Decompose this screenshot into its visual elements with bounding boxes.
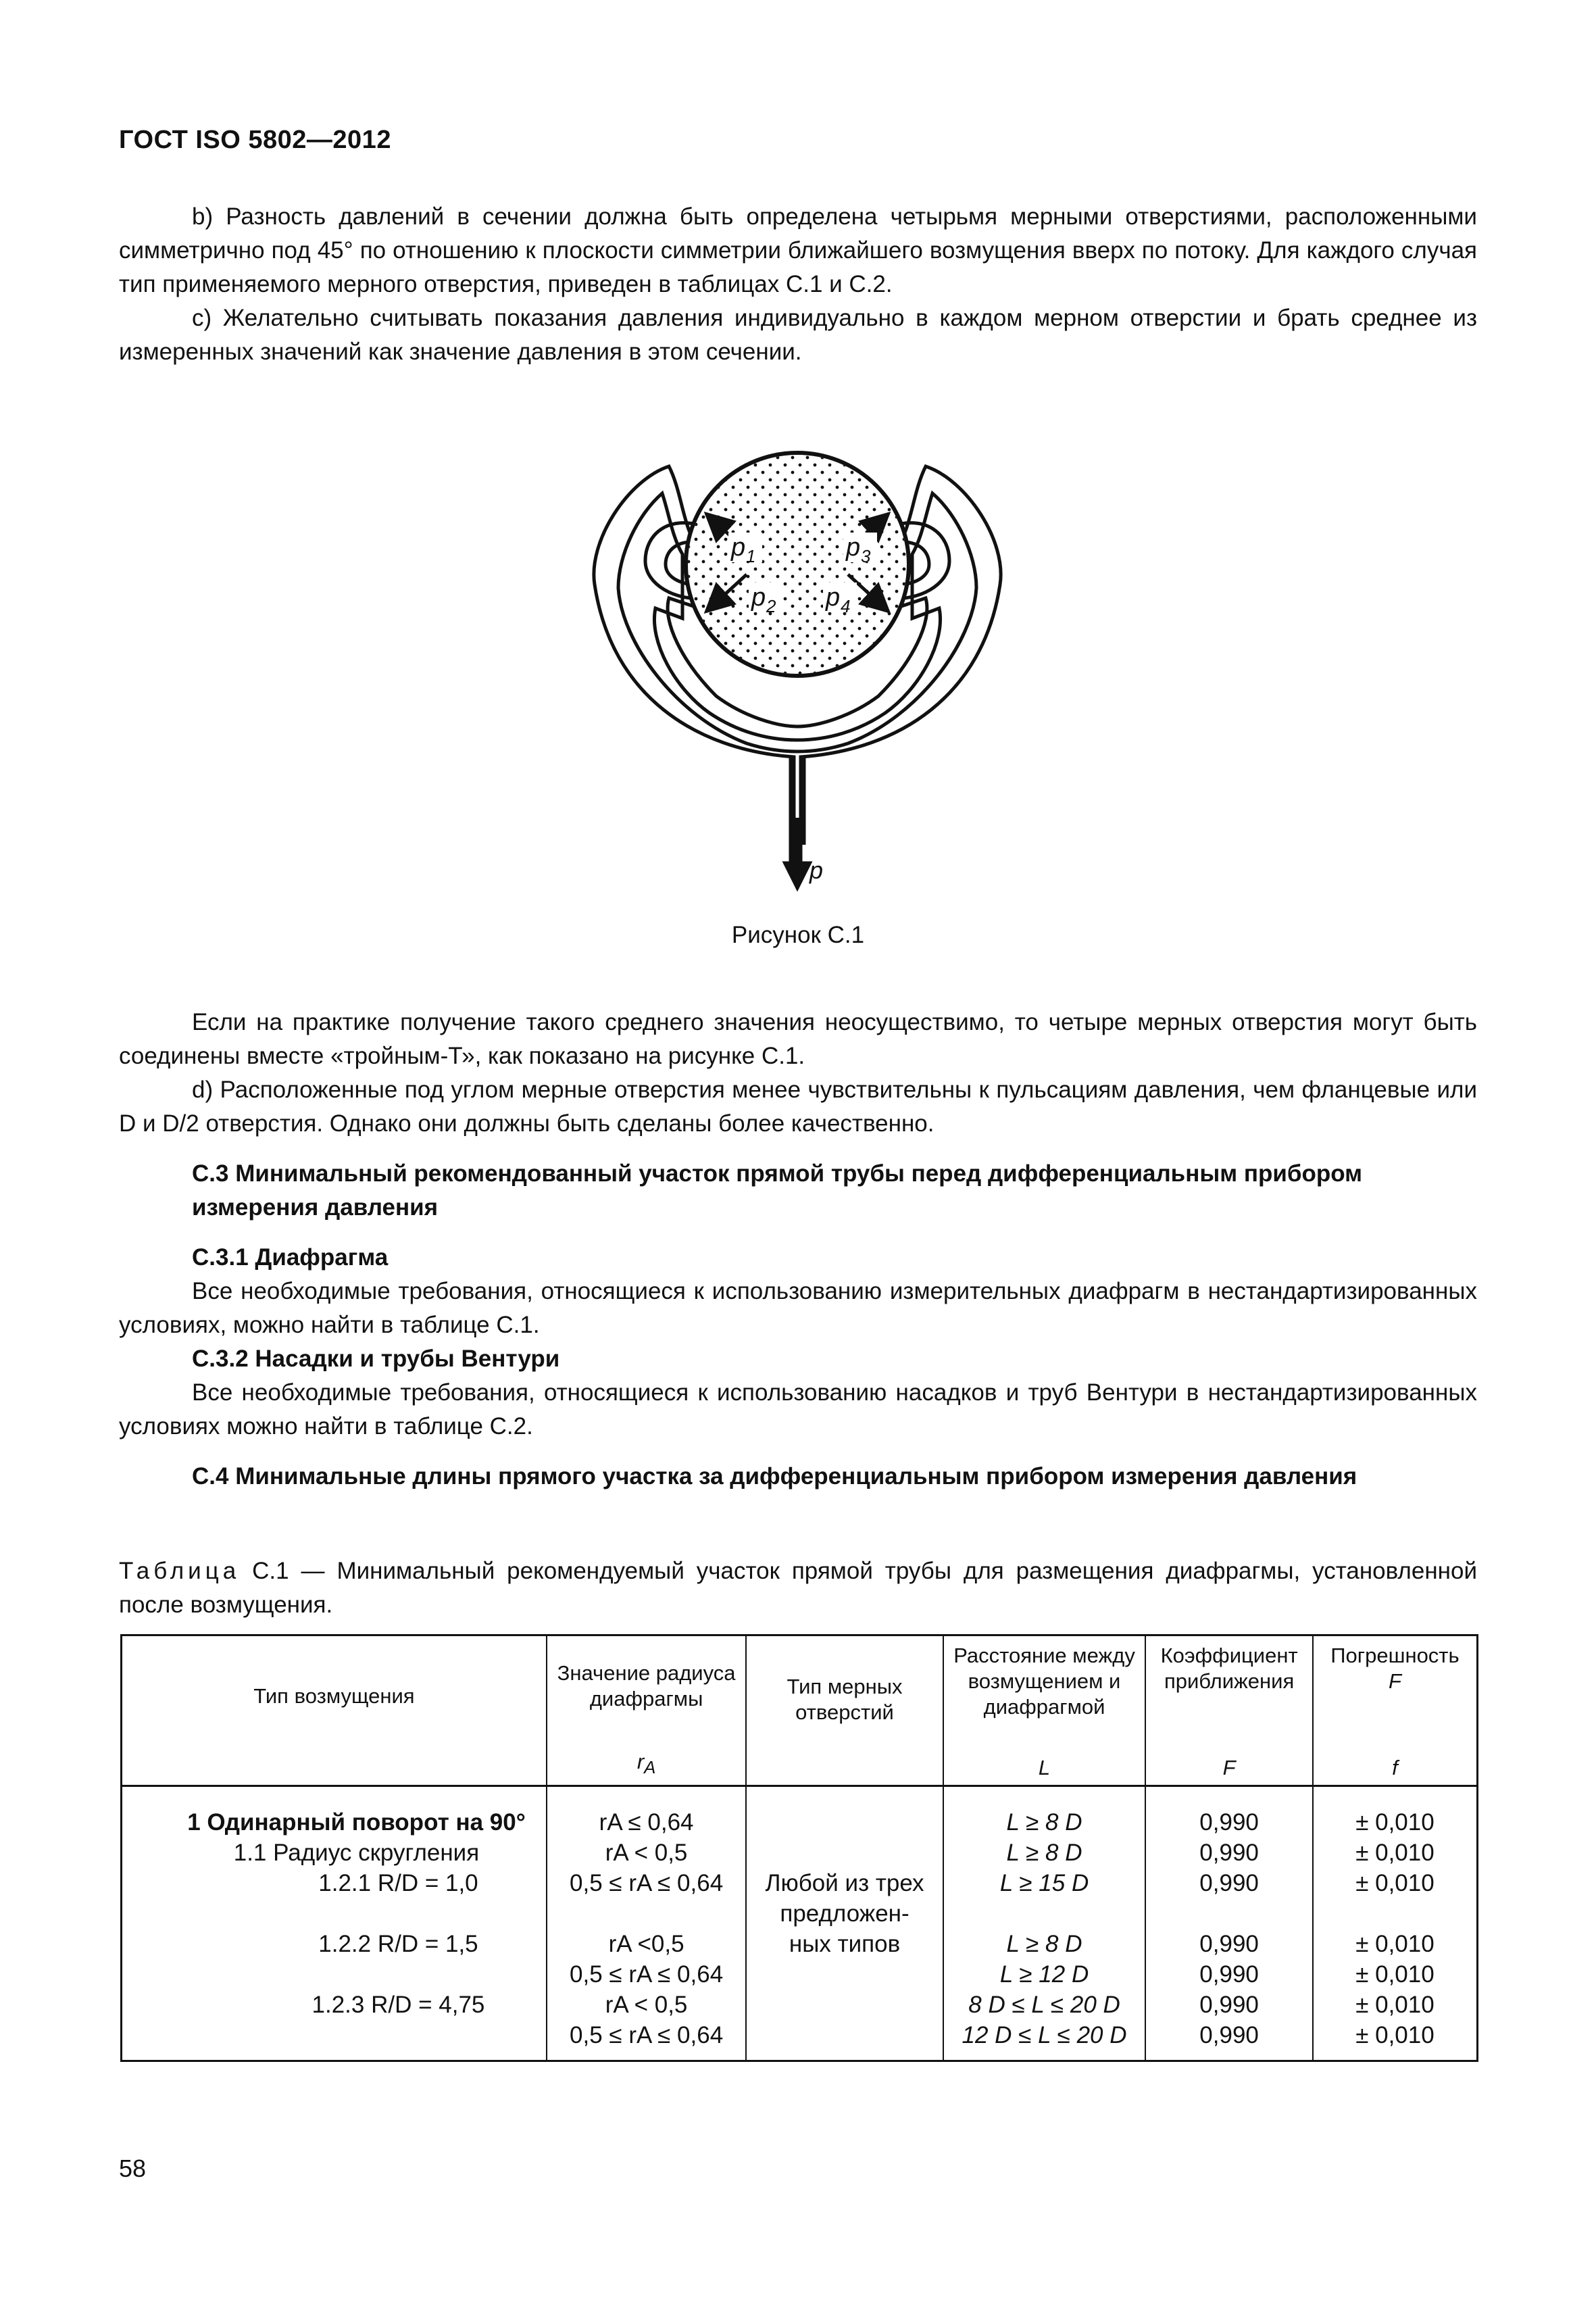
table-title-label: Таблица [119,1558,241,1584]
table-cell: 0,990 [1199,1931,1259,1957]
column-radius [547,1786,746,2061]
label-p1-sub: 1 [746,546,756,566]
heading-c3: С.3 Минимальный рекомендованный участок прямой трубы перед дифференциальным прибором измерения давления [192,1160,1363,1221]
paragraph-c31: Все необходимые требования, относящиеся к использованию измерительных диафрагм в нестандартизированных условиях, можно найти в таблице С.1. [119,1278,1477,1338]
column-uncertainty [1313,1786,1478,2061]
label-p4: p [826,583,841,612]
table-cell: 0,5 ≤ rA ≤ 0,64 [570,1870,724,1896]
header-disturbance-type: Тип возмущения [122,1635,547,1786]
table-title-text: С.1 — Минимальный рекомендуемый участок прямой трубы для размещения диафрагмы, установленной после возмущения. [119,1558,1477,1618]
label-p2-sub: 2 [766,596,776,616]
table-cell: предложен- [780,1900,909,1927]
table-cell: L ≥ 15 D [999,1870,1089,1896]
paragraph-b: b) Разность давлений в сечении должна быть определена четырьмя мерными отверстиями, расположенными симметрично под 45° по отношению к плоскости симметрии ближайшего возмущения вверх по потоку. Для каждого случая тип применяемого мерного отверстия, приведен в таблицах С.1 и С.2. [119,203,1477,297]
table-cell [948,1898,1141,1929]
paragraph-c: c) Желательно считывать показания давления индивидуально в каждом мерном отверстии и брать среднее из измеренных значений как значение давления в этом сечении. [119,305,1477,365]
table-cell [751,1990,939,2020]
table-cell: 0,5 ≤ rA ≤ 0,64 [570,1961,724,1988]
table-cell: ± 0,010 [1355,1870,1435,1896]
table-cell: 0,990 [1199,1992,1259,2018]
table-header-row [122,1635,1478,1786]
table-cell: ± 0,010 [1355,1992,1435,2018]
table-cell: 1.2.3 R/D = 4,75 [311,1992,485,2018]
table-cell [126,1898,542,1929]
label-p3: p [846,533,861,562]
table-cell: 0,990 [1199,2022,1259,2048]
table-title [119,1554,1477,1622]
table-cell: ных типов [789,1931,901,1957]
header-coefficient: Коэффициент приближения F [1145,1635,1313,1786]
label-p4-sub: 4 [841,596,851,616]
table-cell: ± 0,010 [1355,1931,1435,1957]
table-cell: 8 D ≤ L ≤ 20 D [968,1992,1120,2018]
table-cell: 1.2.2 R/D = 1,5 [318,1931,478,1957]
table-cell: 1.1 Радиус скругления [233,1840,480,1866]
column-distance [943,1786,1146,2061]
table-cell [1318,1898,1472,1929]
table-cell [126,1959,542,1990]
table-cell: L ≥ 8 D [1006,1931,1082,1957]
column-tap-type [746,1786,943,2061]
table-cell: 0,5 ≤ rA ≤ 0,64 [570,2022,724,2048]
table-cell: 1.2.1 R/D = 1,0 [318,1870,478,1896]
table-cell: ± 0,010 [1355,1809,1435,1836]
label-p2: p [751,583,766,612]
table-cell: rA < 0,5 [605,1840,688,1866]
paragraph-d: d) Расположенные под углом мерные отверстия менее чувствительны к пульсациям давления, чем фланцевые или D и D/2 отверстия. Однако они должны быть сделаны более качественно. [119,1077,1477,1137]
paragraph-after-figure: Если на практике получение такого среднего значения неосуществимо, то четыре мерных отверстия могут быть соединены вместе «тройным-Т», как показано на рисунке С.1. [119,1009,1477,1069]
table-cell: rA < 0,5 [605,1992,688,2018]
header-radius: Значение радиуса диафрагмы $r_A$ [547,1635,746,1786]
header-tap-type: Тип мерных отверстий [746,1635,943,1786]
table-cell: L ≥ 8 D [1006,1840,1082,1866]
table-cell [1150,1898,1308,1929]
table-cell: L ≥ 8 D [1006,1809,1082,1836]
label-p1: p [731,533,746,562]
table-cell [751,1807,939,1838]
table-row [122,1786,1478,2061]
table-cell: 0,990 [1199,1870,1259,1896]
table-c1 [120,1634,1478,2062]
table-cell: rA ≤ 0,64 [599,1809,694,1836]
column-coefficient [1145,1786,1313,2061]
table-cell: 0,990 [1199,1809,1259,1836]
label-p3-sub: 3 [861,546,871,566]
paragraph-c32: Все необходимые требования, относящиеся к использованию насадков и труб Вентури в нестандартизированных условиях можно найти в таблице С.2. [119,1379,1477,1439]
heading-c31: С.3.1 Диафрагма [192,1244,389,1271]
table-cell [751,1838,939,1868]
table-cell [126,2020,542,2050]
table-cell: rA <0,5 [608,1931,684,1957]
header-uncertainty: Погрешность F f [1313,1635,1478,1786]
table-cell: 1 Одинарный поворот на 90° [187,1809,526,1836]
heading-c4: С.4 Минимальные длины прямого участка за дифференциальным прибором измерения давления [192,1463,1357,1490]
table-cell: ± 0,010 [1355,2022,1435,2048]
header-distance: Расстояние между возмущением и диафрагмой L [943,1635,1146,1786]
heading-c32: С.3.2 Насадки и трубы Вентури [192,1346,560,1372]
table-cell [551,1898,741,1929]
figure-caption: Рисунок С.1 [731,922,865,948]
page-number: 58 [119,2155,147,2182]
table-cell: ± 0,010 [1355,1961,1435,1988]
table-cell: 0,990 [1199,1961,1259,1988]
table-cell [751,2020,939,2050]
table-cell: 0,990 [1199,1840,1259,1866]
table-cell: 12 D ≤ L ≤ 20 D [962,2022,1127,2048]
table-cell: Любой из трех [765,1870,924,1896]
document-header: ГОСТ ISO 5802—2012 [119,126,391,154]
label-p: p [809,856,824,884]
table-cell [751,1959,939,1990]
table-cell: ± 0,010 [1355,1840,1435,1866]
column-disturbance [122,1786,547,2061]
table-cell: L ≥ 12 D [999,1961,1089,1988]
figure-c1-diagram [581,439,1014,912]
